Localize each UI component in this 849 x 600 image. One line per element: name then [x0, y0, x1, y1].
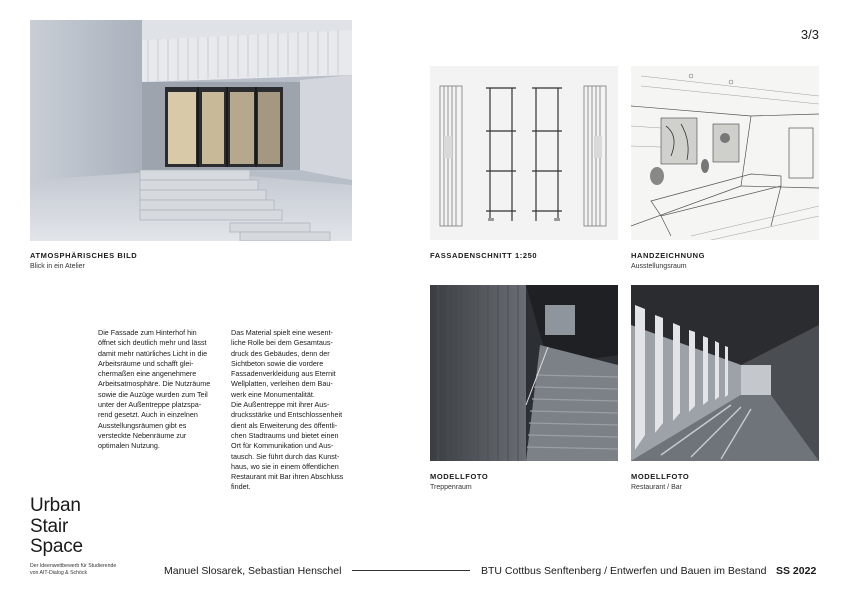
brand-line-3: Space [30, 536, 83, 557]
brand-logo [30, 496, 83, 558]
atmospheric-image [30, 20, 352, 241]
model-photo-stairs [430, 285, 618, 461]
footer-semester: SS 2022 [776, 565, 817, 577]
facade-section-drawing [430, 66, 618, 240]
model-photo-restaurant-title: MODELLFOTO [631, 472, 690, 481]
model-photo-stairs-title: MODELLFOTO [430, 472, 489, 481]
brand-line-1: Urban [30, 495, 81, 516]
model-photo-restaurant [631, 285, 819, 461]
page-number: 3/3 [800, 27, 819, 42]
footer-divider [352, 570, 470, 571]
text-column-2: Das Material spielt eine wesent- liche Rolle bei dem Gesamtaus- druck des Gebäudes, denn der Sichtbeton sowie die vordere Fassadenverkleidung aus Eternit Wellplatten, verleihen dem Bau- werk eine Monumentalität. Die Außentreppe mit ihrer Aus- drucksstärke und Entschlossenheit dient als Erweiterung des öffentli- chen Stadtraums und bietet einen Ort für Kommunikation und Aus- tausch. Sie führt durch das Kunst- haus, wo sie in einem öffentlichen Restaurant mit Bar ihren Abschluss findet. [231, 328, 344, 492]
hand-sketch-subtitle: Ausstellungsraum [631, 263, 687, 270]
brand-line-2: Stair [30, 515, 69, 537]
hand-sketch-drawing [631, 66, 819, 240]
facade-section-title: FASSADENSCHNITT 1:250 [430, 251, 538, 260]
text-column-1: Die Fassade zum Hinterhof hin öffnet sich deutlich mehr und lässt damit mehr natürliches Licht in die Arbeitsräume und schafft glei- chermaßen eine angenehmere Arbeitsatmosphäre. Die Nutzräume sowie die Auzüge wurden zum Teil unter der Außentreppe platzspa- rend gesetzt. Auch in einzelnen Ausstellungsräumen gibt es versteckte Nebenräume zur optimalen Nutzung. [98, 328, 211, 451]
footer-authors: Manuel Slosarek, Sebastian Henschel [164, 565, 342, 577]
brand-tagline [30, 563, 116, 577]
brand-tagline-2: von AIT-Dialog & Schöck [30, 570, 88, 576]
atmospheric-image-title: ATMOSPHÄRISCHES BILD [30, 251, 138, 260]
atmospheric-image-subtitle: Blick in ein Atelier [30, 263, 85, 270]
hand-sketch-title: HANDZEICHNUNG [631, 251, 706, 260]
brand-tagline-1: Der Ideenwettbewerb für Studierende [30, 563, 117, 569]
model-photo-restaurant-subtitle: Restaurant / Bar [631, 484, 682, 491]
footer-institution: BTU Cottbus Senftenberg / Entwerfen und Bauen im Bestand [481, 565, 767, 577]
model-photo-stairs-subtitle: Treppenraum [430, 484, 472, 491]
